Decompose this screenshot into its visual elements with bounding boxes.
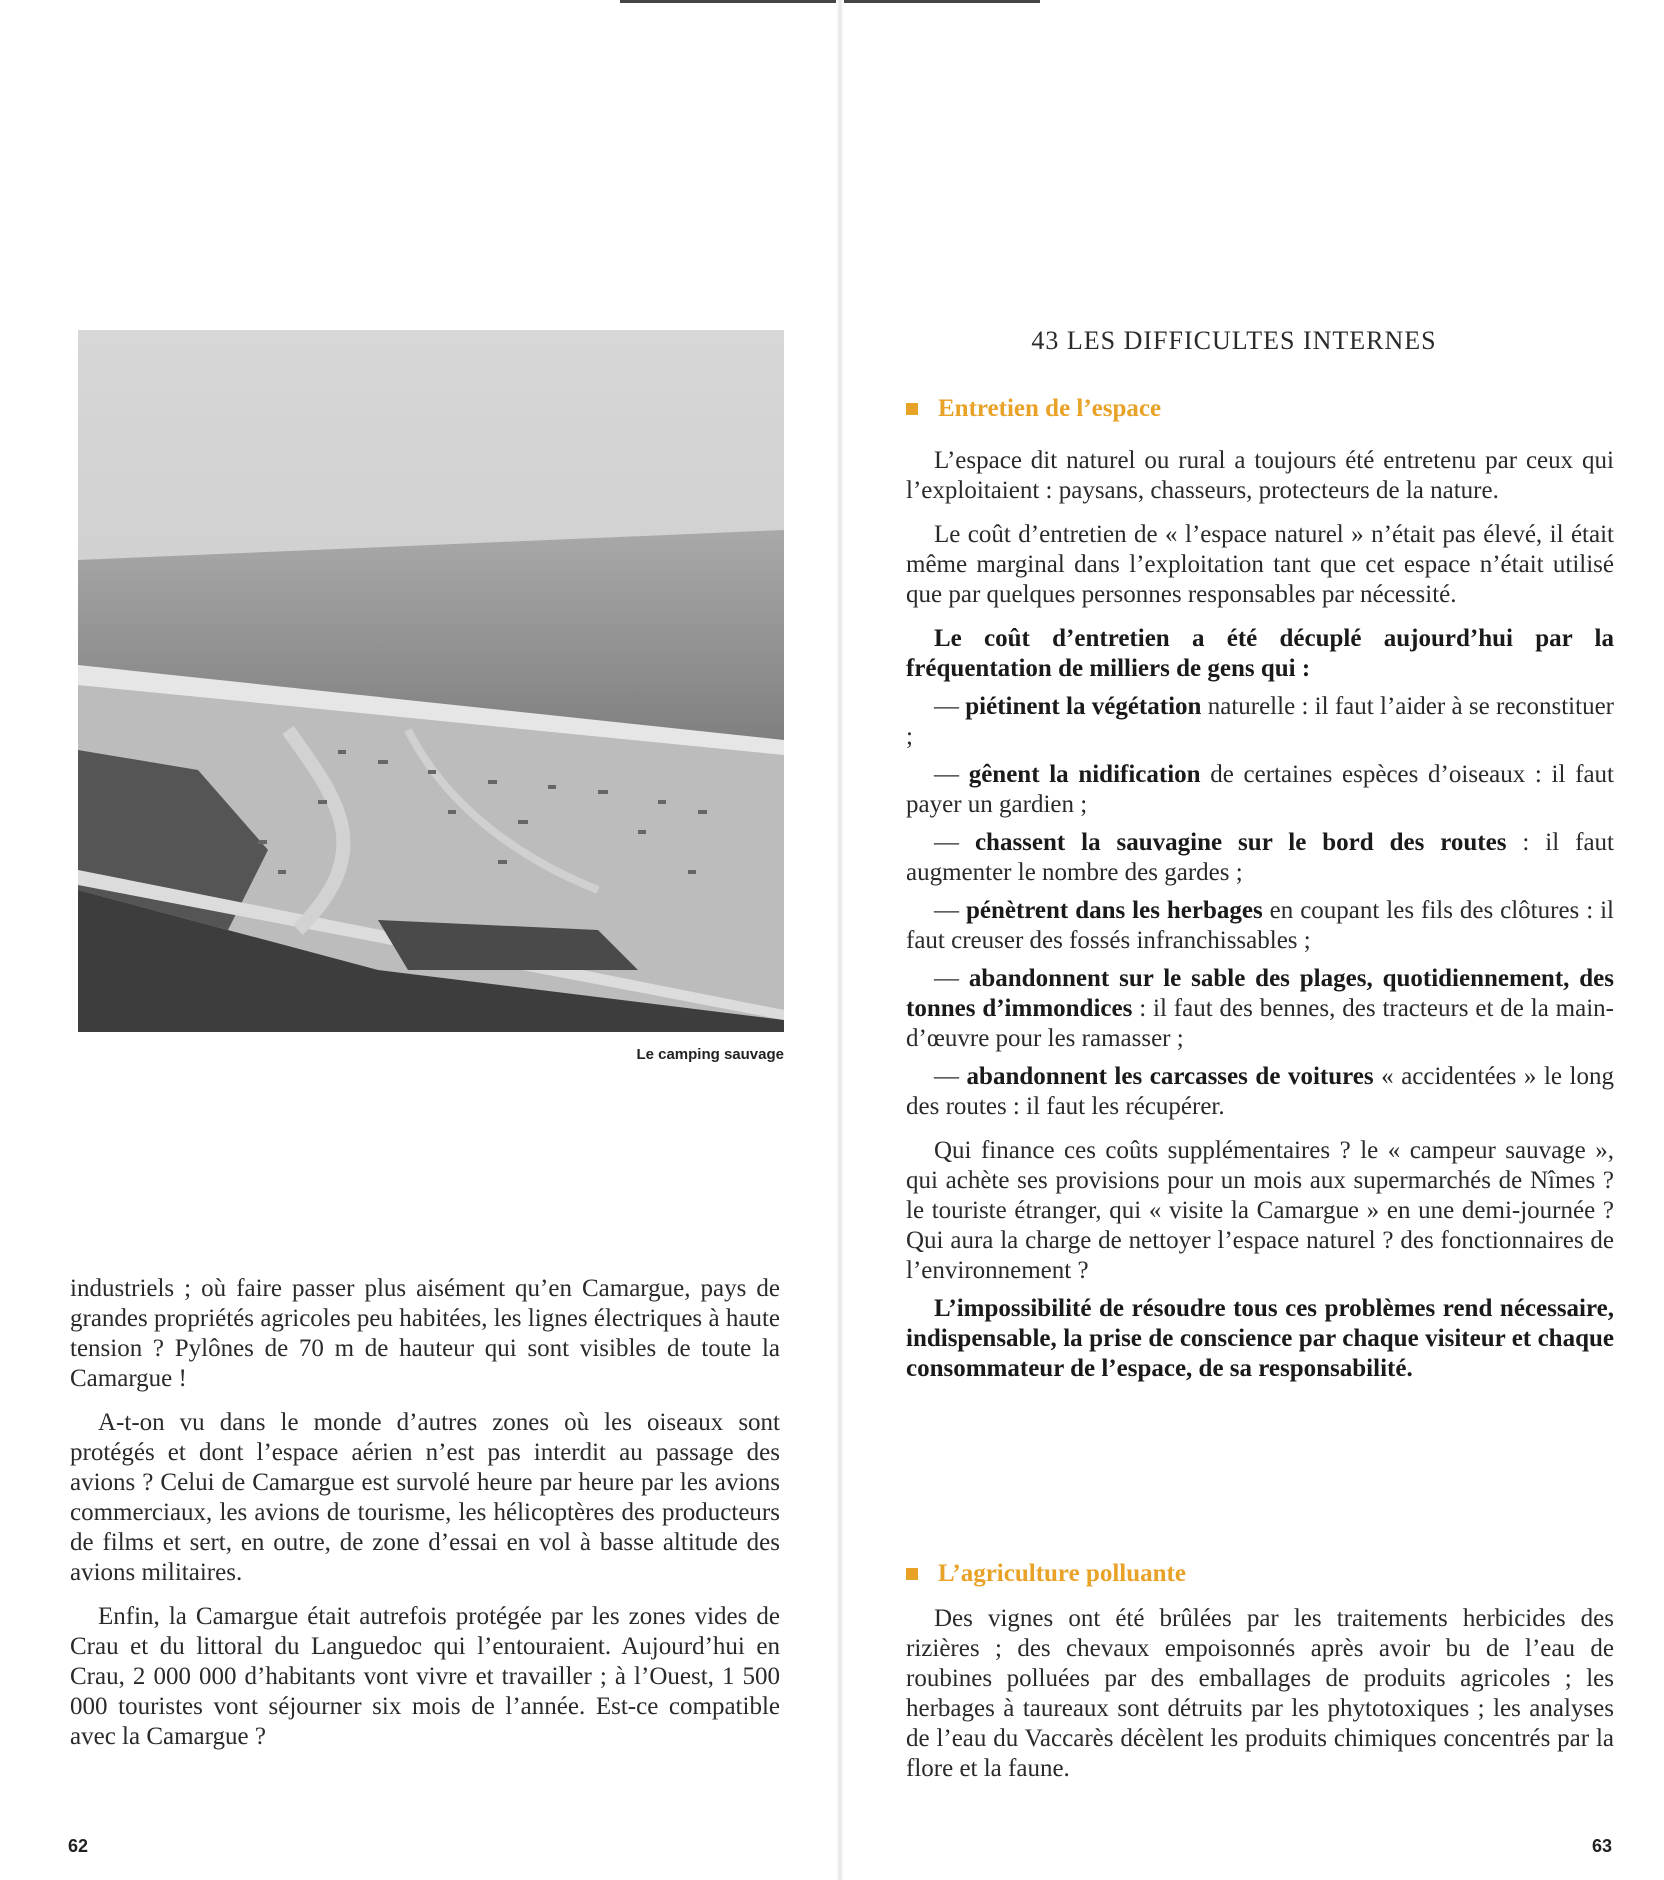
- section-heading-entretien: [906, 395, 1161, 423]
- bold-text: chassent la sauvagine sur le bord des routes: [974, 829, 1507, 856]
- item-text: naturelle : il faut l’aider à se reconstituer ;: [906, 693, 1614, 750]
- page-gutter: [836, 0, 844, 1880]
- bold-text: pénètrent dans les herbages: [965, 897, 1263, 924]
- list-item: — gênent la nidification de certaines espèces d’oiseaux : il faut payer un gardien ;: [906, 761, 1614, 818]
- section2-body: [906, 1604, 1614, 1798]
- item-text: : il faut des bennes, des tracteurs et de la main-d’œuvre pour les ramasser ;: [906, 995, 1614, 1052]
- item-text: « accidentées » le long des routes : il faut les récupérer.: [906, 1063, 1615, 1120]
- item-text: : il faut augmenter le nombre des gardes ;: [906, 829, 1614, 886]
- paragraph: Des vignes ont été brûlées par les traitements herbicides des rizières ; des chevaux empoisonnés après avoir bu de l’eau de roubines polluées par des emballages de produits agricoles ; les herbages à taureaux sont détruits par les phytotoxiques ; les analyses de l’eau du Vaccarès décèlent les produits chimiques concentrés par la flore et la faune.: [906, 1605, 1614, 1782]
- paragraph: Qui finance ces coûts supplémentaires ? le « campeur sauvage », qui achète ses provisions pour un mois aux supermarchés de Nîmes ? le touriste étranger, qui « visite la Camargue » en une demi-journée ? Qui aura la charge de nettoyer l’espace naturel ? des fonctionnaires de l’environnement ?: [906, 1137, 1614, 1284]
- list-item: — abandonnent les carcasses de voitures « accidentées » le long des routes : il faut les récupérer.: [906, 1063, 1615, 1120]
- right-page: [844, 0, 1664, 1880]
- list-item: — pénètrent dans les herbages en coupant les fils des clôtures : il faut creuser des fossés infranchissables ;: [906, 897, 1615, 954]
- bold-text: abandonnent sur le sable des plages, quotidiennement, des tonnes d’immondices: [906, 965, 1614, 1022]
- section-heading-text: Entretien de l’espace: [938, 395, 1162, 422]
- paragraph: L’espace dit naturel ou rural a toujours été entretenu par ceux qui l’exploitaient : paysans, chasseurs, protecteurs de la nature.: [906, 447, 1614, 504]
- section-heading-text: L’agriculture polluante: [938, 1560, 1186, 1587]
- section1-body: [906, 446, 1614, 1398]
- list-item: — piétinent la végétation naturelle : il faut l’aider à se reconstituer ;: [906, 693, 1614, 750]
- page-number-left: 62: [68, 1836, 89, 1856]
- paragraph-bold: [906, 624, 1614, 684]
- section-heading-agriculture: [906, 1560, 1186, 1588]
- paragraph: Le coût d’entretien de « l’espace naturel » n’était pas élevé, il était même marginal dans l’exploitation tant que cet espace n’était utilisé que par quelques personnes responsables par nécessité.: [906, 521, 1614, 608]
- item-text: de certaines espèces d’oiseaux : il faut payer un gardien ;: [906, 761, 1614, 818]
- bold-text: piétinent la végétation: [965, 693, 1202, 720]
- paragraph: Enfin, la Camargue était autrefois protégée par les zones vides de Crau et du littoral du Languedoc qui l’entouraient. Aujourd’hui en Crau, 2 000 000 d’habitants vont vivre et travailler ; à l’Ouest, 1 500 000 touristes vont séjourner six mois de l’année. Est-ce compatible avec la Camargue ?: [70, 1603, 780, 1750]
- list-item: — chassent la sauvagine sur le bord des routes : il faut augmenter le nombre des gardes ;: [906, 829, 1614, 886]
- list-item: — abandonnent sur le sable des plages, quotidiennement, des tonnes d’immondices : il faut des bennes, des tracteurs et de la main-d’œuvre pour les ramasser ;: [906, 965, 1614, 1052]
- square-bullet-icon: [906, 403, 918, 415]
- paragraph-bold: [906, 1294, 1614, 1384]
- square-bullet-icon: [906, 1568, 918, 1580]
- camping-aerial-photo: [78, 330, 784, 1032]
- page-number-right: 63: [1591, 1836, 1612, 1856]
- item-text: en coupant les fils des clôtures : il faut creuser des fossés infranchissables ;: [906, 897, 1615, 954]
- photo-caption: Le camping sauvage: [636, 1046, 784, 1063]
- left-body-text: [70, 1274, 780, 1766]
- chapter-title: 43 LES DIFFICULTES INTERNES: [1031, 326, 1437, 355]
- bold-text: Le coût d’entretien a été décuplé aujourd’hui par la fréquentation de milliers de gens qui :: [906, 625, 1614, 682]
- bold-text: L’impossibilité de résoudre tous ces problèmes rend nécessaire, indispensable, la prise de conscience par chaque visiteur et chaque consommateur de l’espace, de sa responsabilité.: [906, 1295, 1614, 1382]
- bold-text: abandonnent les carcasses de voitures: [966, 1063, 1374, 1090]
- paragraph: industriels ; où faire passer plus aisément qu’en Camargue, pays de grandes propriétés agricoles peu habitées, les lignes électriques à haute tension ? Pylônes de 70 m de hauteur qui sont visibles de toute la Camargue !: [70, 1275, 780, 1392]
- paragraph: A-t-on vu dans le monde d’autres zones où les oiseaux sont protégés et dont l’espace aérien n’est pas interdit au passage des avions ? Celui de Camargue est survolé heure par heure par les avions commerciaux, les avions de tourisme, les hélicoptères des producteurs de films et sert, en outre, de zone d’essai en vol à basse altitude des avions militaires.: [70, 1409, 780, 1586]
- bold-text: gênent la nidification: [968, 761, 1201, 788]
